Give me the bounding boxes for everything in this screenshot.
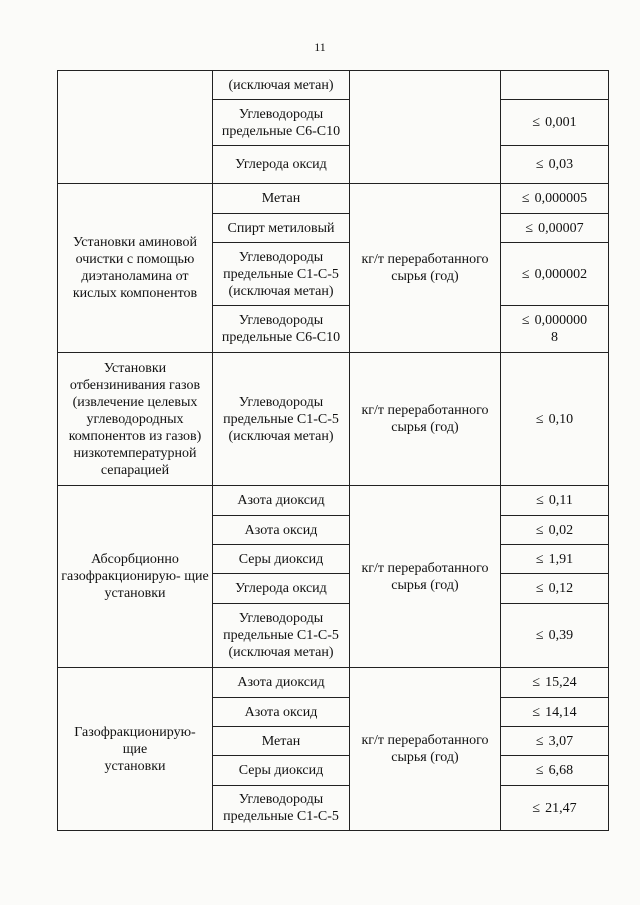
emission-norms-table xyxy=(57,70,609,831)
unit-cell: кг/т переработанного сырья (год) xyxy=(350,486,501,668)
installation-cell: Абсорбционно газофракционирую- щие установки xyxy=(58,486,213,668)
installation-line: щие xyxy=(122,741,148,757)
value-cell xyxy=(501,146,609,184)
value-cell xyxy=(501,668,609,698)
substance-cell: Серы диоксид xyxy=(213,756,350,786)
value-cell xyxy=(501,100,609,146)
leq-sign: ≤ xyxy=(535,581,544,596)
value-text: 0,10 xyxy=(548,411,574,427)
installation-line: Газофракционирую- xyxy=(74,724,196,740)
value-text: 1,91 xyxy=(548,551,574,567)
leq-sign: ≤ xyxy=(521,266,530,282)
value-cell xyxy=(501,306,609,353)
table-row xyxy=(58,71,609,100)
leq-sign: ≤ xyxy=(525,220,534,236)
substance-cell: Углеводороды предельные С1-С-5 (исключая метан) xyxy=(213,353,350,486)
substance-cell: Серы диоксид xyxy=(213,545,350,574)
unit-cell xyxy=(350,71,501,184)
value-text: 0,001 xyxy=(545,115,577,130)
value-cell xyxy=(501,184,609,214)
leq-sign: ≤ xyxy=(535,628,544,643)
value-text: 14,14 xyxy=(545,704,577,720)
substance-cell: Углеводороды предельные С1-С-5 xyxy=(213,786,350,831)
substance-cell: Азота оксид xyxy=(213,698,350,727)
value-cell xyxy=(501,574,609,604)
leq-sign: ≤ xyxy=(521,191,530,206)
substance-cell: Углеводороды предельные С6-С10 xyxy=(213,100,350,146)
value-text: 0,02 xyxy=(548,522,574,538)
value-text-wrap: 8 xyxy=(551,330,558,345)
leq-sign: ≤ xyxy=(535,763,544,778)
leq-sign: ≤ xyxy=(535,157,544,172)
substance-cell: Углерода оксид xyxy=(213,146,350,184)
leq-sign: ≤ xyxy=(521,313,530,328)
leq-sign: ≤ xyxy=(535,522,544,538)
value-cell xyxy=(501,604,609,668)
value-text: 0,000002 xyxy=(534,266,588,282)
value-text: 6,68 xyxy=(548,763,574,778)
leq-sign: ≤ xyxy=(535,733,544,749)
substance-cell: Углеводороды предельные С1-С-5 (исключая метан) xyxy=(213,243,350,306)
value-cell xyxy=(501,486,609,516)
installation-cell: Установки отбензинивания газов (извлечение целевых углеводородных компонентов из газов) низкотемпературной сепарацией xyxy=(58,353,213,486)
installation-cell xyxy=(58,71,213,184)
substance-cell: Углеводороды предельные С6-С10 xyxy=(213,306,350,353)
table-row xyxy=(58,184,609,214)
value-cell xyxy=(501,516,609,545)
table-row xyxy=(58,668,609,698)
value-cell xyxy=(501,71,609,100)
value-cell xyxy=(501,698,609,727)
leq-sign: ≤ xyxy=(535,411,544,427)
value-cell xyxy=(501,214,609,243)
substance-cell: Метан xyxy=(213,727,350,756)
value-text: 21,47 xyxy=(545,800,577,816)
value-cell xyxy=(501,727,609,756)
value-text: 0,000000 xyxy=(534,313,588,328)
substance-cell: Углеводороды предельные С1-С-5 (исключая метан) xyxy=(213,604,350,668)
table-row xyxy=(58,486,609,516)
value-cell xyxy=(501,353,609,486)
substance-cell: Метан xyxy=(213,184,350,214)
table-row xyxy=(58,353,609,486)
unit-cell: кг/т переработанного сырья (год) xyxy=(350,353,501,486)
substance-cell: Азота диоксид xyxy=(213,486,350,516)
leq-sign: ≤ xyxy=(535,551,544,567)
page-number: 11 xyxy=(314,40,326,54)
leq-sign: ≤ xyxy=(532,800,541,816)
substance-cell: Азота диоксид xyxy=(213,668,350,698)
value-cell xyxy=(501,756,609,786)
value-text: 0,39 xyxy=(548,628,574,643)
value-text: 0,03 xyxy=(548,157,574,172)
value-text: 3,07 xyxy=(548,733,574,749)
value-text: 0,00007 xyxy=(538,220,584,236)
installation-line: установки xyxy=(104,758,166,774)
value-text: 0,000005 xyxy=(534,191,588,206)
value-text: 15,24 xyxy=(545,675,577,690)
leq-sign: ≤ xyxy=(532,115,541,130)
substance-cell: (исключая метан) xyxy=(213,71,350,100)
value-cell xyxy=(501,243,609,306)
substance-cell: Углерода оксид xyxy=(213,574,350,604)
unit-cell: кг/т переработанного сырья (год) xyxy=(350,668,501,831)
substance-cell: Азота оксид xyxy=(213,516,350,545)
value-text: 0,12 xyxy=(548,581,574,596)
substance-cell: Спирт метиловый xyxy=(213,214,350,243)
value-cell xyxy=(501,786,609,831)
value-cell xyxy=(501,545,609,574)
leq-sign: ≤ xyxy=(536,493,544,508)
leq-sign: ≤ xyxy=(532,675,541,690)
installation-cell xyxy=(58,668,213,831)
value-text: 0,11 xyxy=(548,493,573,508)
unit-cell: кг/т переработанного сырья (год) xyxy=(350,184,501,353)
leq-sign: ≤ xyxy=(532,704,541,720)
installation-cell: Установки аминовой очистки с помощью диэтаноламина от кислых компонентов xyxy=(58,184,213,353)
